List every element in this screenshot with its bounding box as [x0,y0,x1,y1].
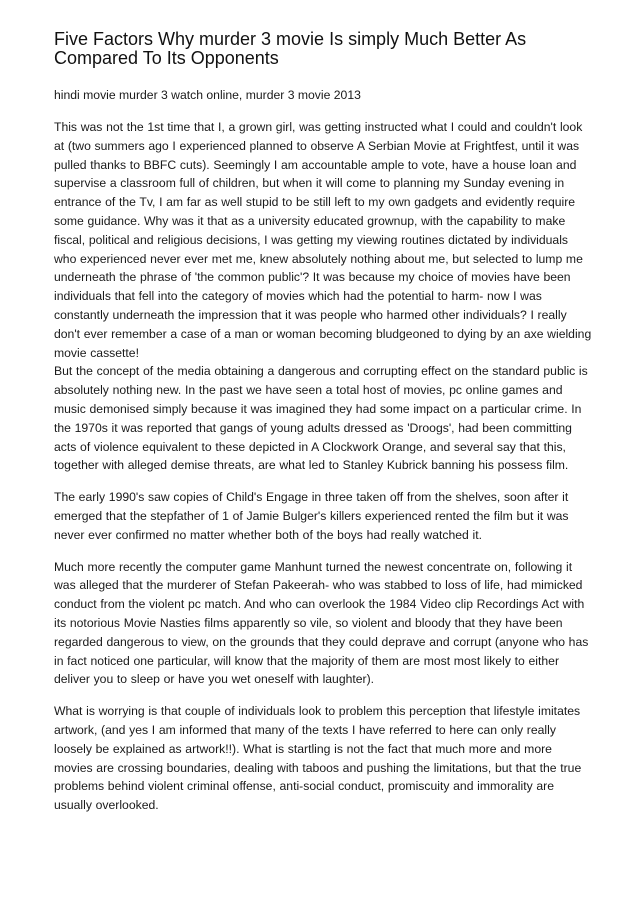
paragraph-3: The early 1990's saw copies of Child's Engage in three taken off from the shelves, soon after it emerged that the stepfather of 1 of Jamie Bulger's killers experienced rented the film but it was never ever confirmed no matter whether both of the boys had really watched it. [54,490,569,542]
paragraph-1: This was not the 1st time that I, a grown girl, was getting instructed what I could and couldn't look at (two summers ago I experienced planned to observe A Serbian Movie at Frightfest, until it was pulled thanks to BBFC cuts). Seemingly I am accountable ample to vote, have a house loan and supervise a classroom full of children, but when it will come to planning my Sunday evening in entrance of the Tv, I am far as well stupid to be still left to my own gadgets and evidently require some guidance. Why was it that as a university educated grownup, with the capability to make fiscal, political and religious decisions, I was getting my viewing routines dictated by individuals who experienced never ever met me, knew absolutely nothing about me, but selected to lump me underneath the phrase of 'the common public'? It was because my choice of movies have been individuals that fell into the category of movies which had the potential to harm- now I was constantly underneath the impression that it was people who harmed other individuals? I really don't ever remember a case of a man or woman becoming bludgeoned to dying by an axe wielding movie cassette! [54,120,592,360]
document-title: Five Factors Why murder 3 movie Is simply Much Better As Compared To Its Opponents [54,29,527,68]
paragraph-4: Much more recently the computer game Manhunt turned the newest concentrate on, following it was alleged that the murderer of Stefan Pakeerah- who was stabbed to loss of life, had mimicked conduct from the violent pc match. And who can overlook the 1984 Video clip Recordings Act with its notorious Movie Nasties films apparently so vile, so violent and bloody that they have been regarded dangerous to view, on the grounds that they could deprave and corrupt (anyone who has in fact noticed one particular, will know that the majority of them are most most likely to either deliver you to sleep or have you wet oneself with laughter). [54,559,589,687]
paragraph-2: But the concept of the media obtaining a dangerous and corrupting effect on the standard public is absolutely nothing new. In the past we have seen a total host of movies, pc online games and music demonised simply because it was imagined they had some impact on a particular crime. In the 1970s it was reported that gangs of young adults dressed as 'Droogs', had been committing acts of violence equivalent to these depicted in A Clockwork Orange, and several say that this, together with alleged demise threats, are what led to Stanley Kubrick banning his possess film. [54,364,588,473]
paragraph-5: What is worrying is that couple of individuals look to problem this perception that lifestyle imitates artwork, (and yes I am informed that many of the texts I have referred to here can only really loosely be explained as artwork!!). What is startling is not the fact that much more and more movies are crossing boundaries, dealing with taboos and pushing the limitations, but that the true problems behind violent criminal offense, anti-social conduct, promiscuity and immorality are usually overlooked. [54,704,582,813]
document-subtitle: hindi movie murder 3 watch online, murder 3 movie 2013 [54,88,361,102]
document-page [54,30,594,828]
